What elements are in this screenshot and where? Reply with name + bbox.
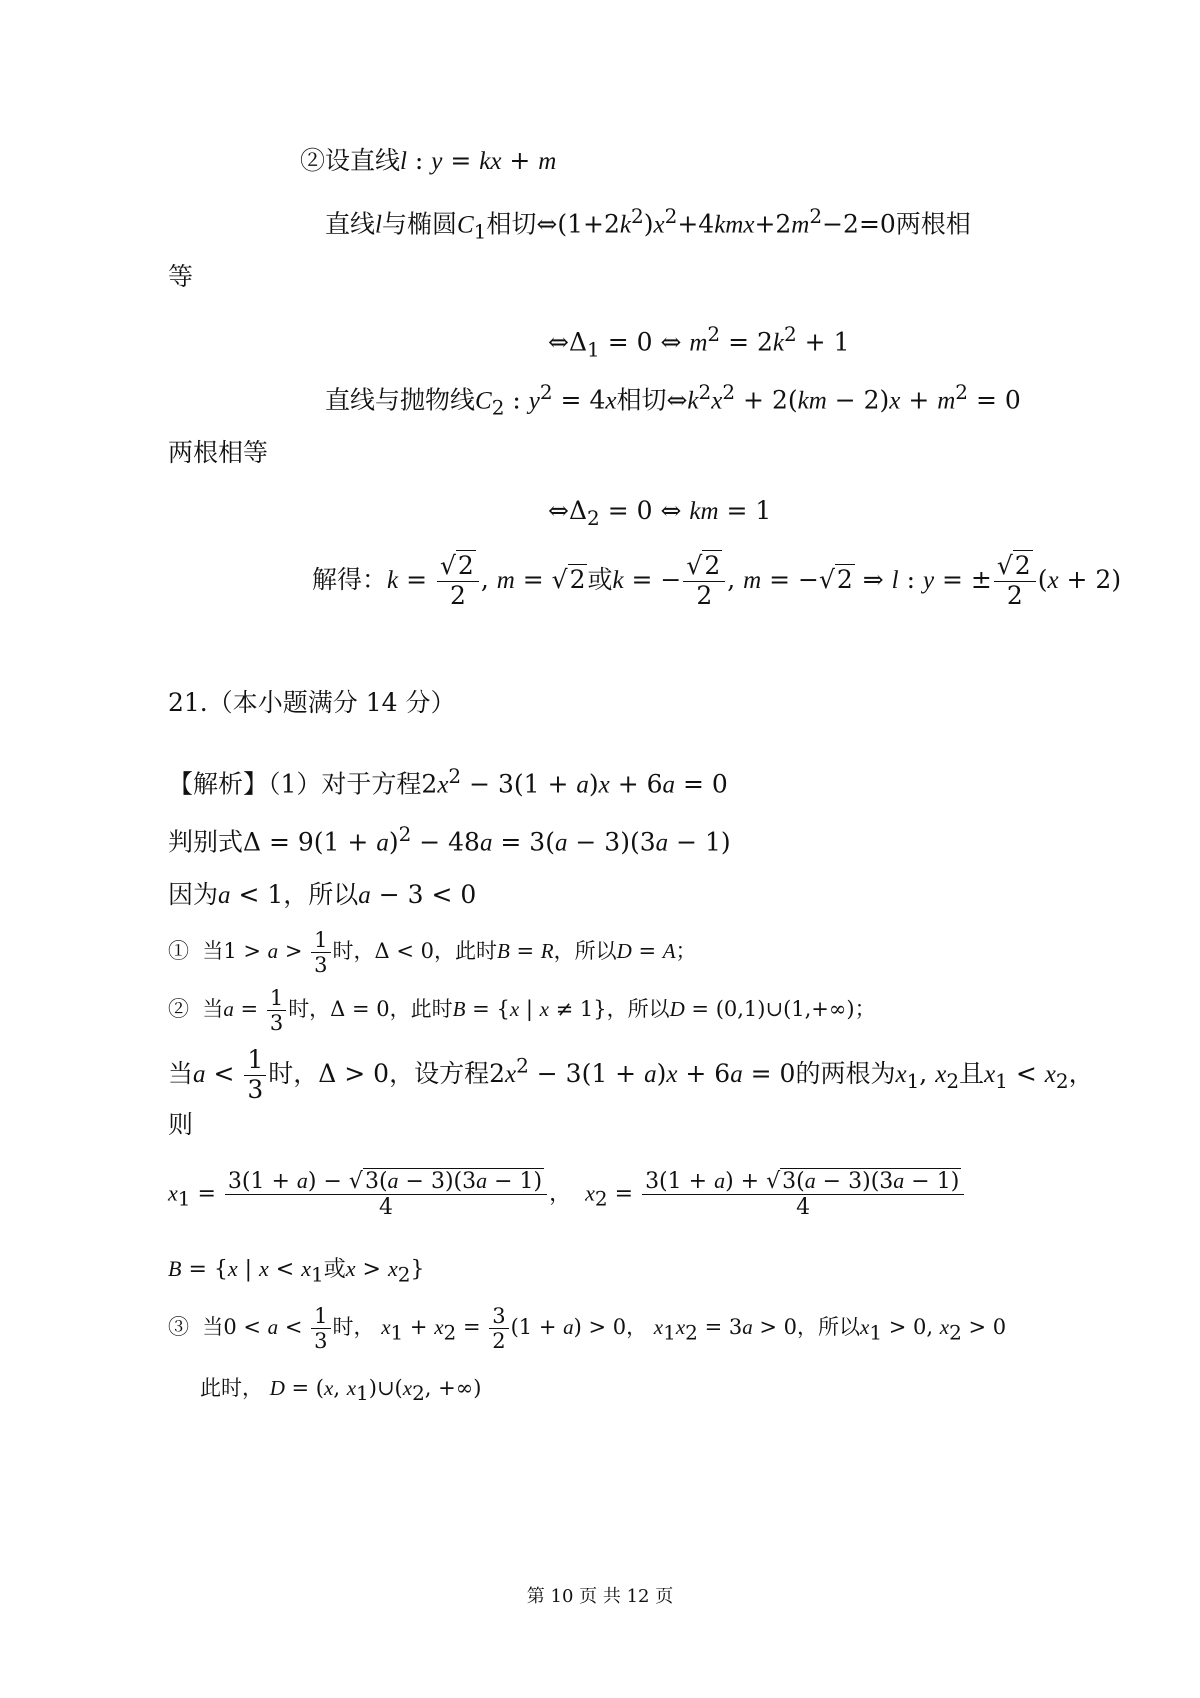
line-16: 则	[168, 1110, 194, 1139]
line-9: 21.（本小题满分 14 分）	[168, 688, 456, 717]
line-15: 当a < $\frac{1}{3}$ 时，Δ > 0，设方程$2x^2 - 3(1 + a)x + 6a = 0$的两根为$x_1$, $x_2$且$x_1 < x_2$，	[168, 1045, 1094, 1104]
line-3: 等	[168, 262, 194, 291]
line-7: $\Leftrightarrow\Delta_2 = 0$ ⇔ km = 1	[548, 496, 772, 530]
page-footer: 第 10 页 共 12 页	[526, 1586, 674, 1607]
line-19: ③ 当0 < a < $\frac{1}{3}$ 时， $x_1 + x_2$ = $\frac{3}{2}$ (1 + a) > 0， $x_1x_2 = 3a > 0$，所以$x_1 > 0$, $x_2 > 0$	[168, 1304, 1007, 1354]
line-18: B = {x | $x < x_1$或$x > x_2$}	[168, 1256, 425, 1287]
line-13: ① 当1 > a > $\frac{1}{3}$ 时，Δ < 0，此时B = R，所以D = A；	[168, 928, 697, 978]
line-6: 两根相等	[168, 438, 269, 467]
line-10: 【解析】（1）对于方程$2x^2 - 3(1 + a)x + 6a = 0$	[168, 764, 728, 799]
line-14: ② 当a = $\frac{1}{3}$ 时，Δ = 0，此时B = {x | x ≠ 1}，所以D = (0,1)∪(1,+∞)；	[168, 986, 876, 1036]
line-5: 直线与抛物线$C_2$ : $y^2 = 4x$相切$\Leftrightarrow k^2x^2 + 2(km - 2)x + m^2 = 0$	[325, 380, 1021, 420]
line-2: 直线l与椭圆$C_1$相切$\Leftrightarrow(1+2k^2)x^2+4kmx+2m^2-2=0$两根相	[325, 204, 971, 244]
line-4: $\Leftrightarrow\Delta_1 = 0$ ⇔ $m^2 = 2k^2 + 1$	[548, 322, 850, 362]
line-8: 解得：k = $\frac{√2}{2}$ , m = √2或k = − $\frac{√2}{2}$ , m = −√2 ⇒ l : y = ± $\frac{√2}{2}$ (x + 2)	[312, 551, 1122, 610]
line-11: 判别式$\Delta = 9(1 + a)^2 - 48a = 3(a - 3)(3a - 1)$	[168, 822, 731, 857]
line-1: ②设直线l : y = kx + m	[300, 146, 557, 175]
line-20: 此时， D = (x, $x_1)\cup(x_2$, +∞)	[200, 1376, 482, 1406]
line-17: $x_1$ = $\frac{3(1 + a) - √3(a - 3)(3a - 1)}{4}$ ， $x_2$ = $\frac{3(1 + a) + √3(a - 3)(3a - 1)}{4}$	[168, 1168, 966, 1221]
line-12: 因为a < 1，所以a − 3 < 0	[168, 880, 477, 909]
